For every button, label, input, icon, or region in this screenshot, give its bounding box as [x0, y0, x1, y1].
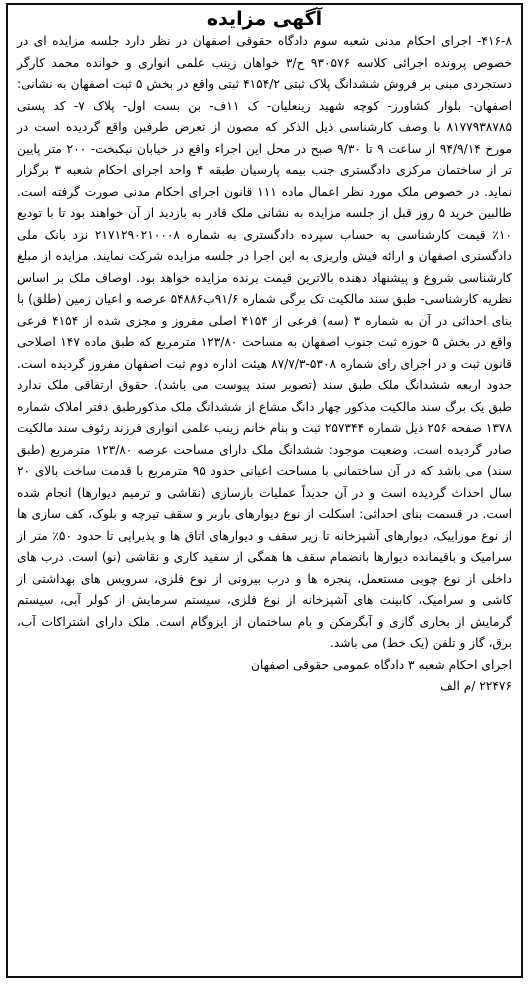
notice-code: ۲۲۴۷۶ /م الف — [440, 679, 512, 693]
notice-body — [8, 31, 521, 698]
notice-title: آگهی مزایده — [206, 8, 323, 30]
notice-paragraph: ۴۱۶-۸- اجرای احکام مدنی شعبه سوم دادگاه حقوقی اصفهان در نظر دارد جلسه مزایده ای در خصوص پرونده اجرائی کلاسه ۹۳۰۵۷۶ ح/۳ خواهان زینب علمی انواری و خوانده محمد کارگر دستجردی مبنی بر فروش ششدانگ پلاک ثبتی ۴۱۵۴/۲ ثبتی واقع در بخش ۵ ثبت اصفهان به نشانی: اصفهان- بلوار کشاورز- کوچه شهید زینعلیان- ک ۱۱ف- بن بست اول- پلاک ۷- کد پستی ۸۱۷۷۹۳۸۷۸۵ با وصف کارشناسی ذیل الذکر که مصون از تعرض طرفین واقع گردیده است در مورخ ۹۴/۹/۱۴ از ساعت ۹ تا ۹/۳۰ صبح در محل این اجراء واقع در خیابان نیکبخت- ۲۰۰ متر پایین تر از ساختمان مرکزی دادگستری جنب بیمه پارسیان طبقه ۴ واحد اجرای احکام شعبه ۳ برگزار نماید. در خصوص ملک مورد نظر اعمال ماده ۱۱۱ قانون اجرای احکام مدنی صورت گرفته است. طالبین خرید ۵ روز قبل از جلسه مزایده به نشانی ملک قادر به بازدید از آن خواهند بود تا با تودیع ۱۰٪ قیمت کارشناسی به حساب سپرده دادگستری به شماره ۲۱۷۱۲۹۰۲۱۰۰۰۸ نزد بانک ملی دادگستری اصفهان و ارائه فیش واریزی به این اجرا در جلسه مزایده شرکت نمایند. مزایده از مبلغ کارشناسی شروع و پیشنهاد دهنده بالاترین قیمت برنده مزایده خواهد بود. اوصاف ملک بر اساس نظریه کارشناسی- طبق سند مالکیت تک برگی شماره ۹۱/۶ب۵۴۸۸۶ عرصه و اعیان زمین (طلق) با بنای احداثی در آن به شماره ۳ (سه) فرعی از ۴۱۵۴ اصلی مفروز و مجزی شده از ۴۱۵۴ فرعی واقع در بخش ۵ حوزه ثبت جنوب اصفهان به مساحت ۱۲۳/۸۰ مترمربع که طبق ماده ۱۴۷ اصلاحی قانون ثبت و در اجرای رای شماره ۵۳۰۸-۸۷/۷/۳ هیئت اداره دوم ثبت اصفهان مفروز گردیده است. حدود اربعه ششدانگ ملک طبق سند (تصویر سند پیوست می باشد). حقوق ارتفاقی ملک ندارد طبق یک برگ سند مالکیت مذکور چهار دانگ مشاع از ششدانگ ملک مذکورطبق دفتر املاک شماره ۱۳۷۸ صفحه ۲۵۶ ذیل شماره ۲۵۷۳۴۴ ثبت و بنام خانم زینب علمی انواری فرزند رئوف سند مالکیت صادر گردیده است. وضعیت موجود: ششدانگ ملک دارای مساحت عرصه ۱۲۳/۸۰ مترمربع (طبق سند) می باشد که در آن ساختمانی با مساحت اعیانی حدود ۹۵ مترمربع با قدمت ساخت بالای ۲۰ سال احداث گردیده است و در آن جدیداً عملیات بازسازی (نقاشی و ترمیم دیوارها) انجام شده است. در قسمت بنای احداثی: اسکلت از نوع دیوارهای باربر و سقف تیرچه و بلوک، کف سازی ها از نوع موزاییک، دیوارهای آشپزخانه تا زیر سقف و دیوارهای اتاق ها و پذیرایی تا حدود ۵۰٪ متر از سرامیک و باقیمانده دیوارها بانضمام سقف ها همگی از سفید کاری و نقاشی (نو) است. درب های داخلی از نوع چوبی مستعمل، پنجره ها و درب بیرونی از نوع فلزی، سرویس های بهداشتی از کاشی و سرامیک، کابینت های آشپزخانه از نوع فلزی، سیستم سرمایش از کولر آبی، سیستم گرمایش از بخاری گازی و آبگرمکن و بام ساختمان از ایزوگام است. ملک دارای اشتراکات آب، برق، گاز و تلفن (یک خط) می باشد. — [17, 34, 513, 650]
notice-box — [6, 3, 523, 978]
notice-signature: اجرای احکام شعبه ۳ دادگاه عمومی حقوقی اصفهان — [250, 657, 512, 672]
